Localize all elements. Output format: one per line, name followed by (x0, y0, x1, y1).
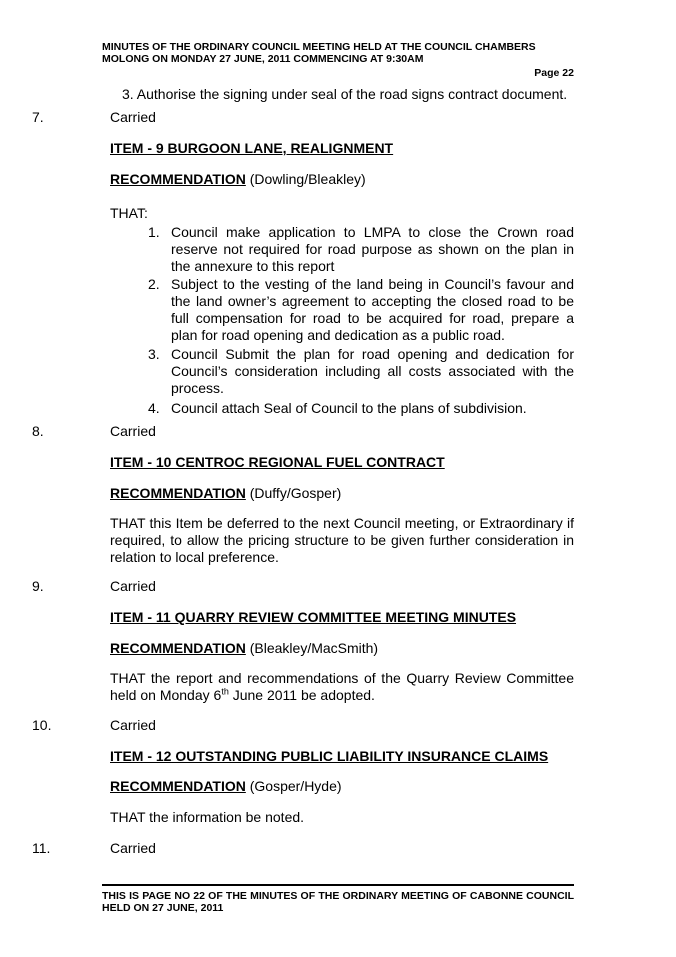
resolution-number: 9. (32, 578, 44, 594)
item-heading: ITEM - 9 BURGOON LANE, REALIGNMENT (110, 140, 394, 156)
recommendation-label: RECOMMENDATION (110, 485, 246, 501)
resolution-text: THAT this Item be deferred to the next Council meeting, or Extraordinary if required, to allow the pricing structure to be given further consideration in relation to local preference. (110, 515, 574, 565)
minutes-header (102, 41, 574, 65)
resolution-number: 11. (32, 840, 51, 856)
item-heading: ITEM - 11 QUARRY REVIEW COMMITTEE MEETING MINUTES (110, 609, 517, 625)
header-line-1: MINUTES OF THE ORDINARY COUNCIL MEETING HELD AT THE COUNCIL CHAMBERS (102, 41, 536, 53)
ordinal-suffix: th (221, 686, 229, 697)
recommendation-line (110, 640, 378, 656)
recommendation-line (110, 485, 341, 501)
page-number: Page 22 (534, 67, 574, 79)
point-number: 3. (148, 346, 160, 362)
resolution-status: Carried (110, 109, 156, 125)
resolution-text-main: THAT the report and recommendations of the Quarry Review Committee held on Monday 6 (110, 670, 574, 703)
point-text: Subject to the vesting of the land being in Council’s favour and the land owner’s agreement to accepting the closed road to be full compensation for road to be acquired for road, prepare a plan for road opening and dedication as a public road. (171, 276, 574, 343)
resolution-number: 7. (32, 109, 44, 125)
movers: (Bleakley/MacSmith) (245, 640, 379, 656)
movers: (Dowling/Bleakley) (245, 171, 366, 187)
point-number: 4. (148, 400, 160, 416)
resolution-number: 10. (32, 717, 52, 733)
that-label: THAT: (110, 205, 148, 221)
point-number: 1. (148, 224, 160, 240)
recommendation-label: RECOMMENDATION (110, 778, 246, 794)
movers: (Duffy/Gosper) (245, 485, 342, 501)
resolution-text: THAT the information be noted. (110, 809, 305, 825)
list-item (148, 346, 574, 397)
recommendation-label: RECOMMENDATION (110, 640, 246, 656)
point-text: Council make application to LMPA to close the Crown road reserve not required for road purpose as shown on the plan in the annexure to this report (171, 224, 574, 274)
resolution-number: 8. (32, 423, 44, 439)
point-number: 2. (148, 276, 160, 292)
item-heading: ITEM - 10 CENTROC REGIONAL FUEL CONTRACT (110, 454, 445, 470)
point-text: Council Submit the plan for road opening and dedication for Council’s consideration including all costs associated with the process. (171, 346, 574, 396)
resolution-text-end: June 2011 be adopted. (228, 687, 375, 703)
page-footer: THIS IS PAGE NO 22 OF THE MINUTES OF THE ORDINARY MEETING OF CABONNE COUNCIL HELD ON 27 JUNE, 2011 (102, 890, 574, 914)
resolution-status: Carried (110, 840, 156, 856)
recommendation-line (110, 171, 366, 187)
movers: (Gosper/Hyde) (245, 778, 342, 794)
footer-rule (102, 884, 574, 886)
list-item (148, 224, 574, 275)
point-text: Council attach Seal of Council to the plans of subdivision. (171, 400, 527, 416)
header-line-2: MOLONG ON MONDAY 27 JUNE, 2011 COMMENCING AT 9:30AM (102, 53, 424, 65)
recommendation-line (110, 778, 342, 794)
recommendation-label: RECOMMENDATION (110, 171, 246, 187)
resolution-status: Carried (110, 423, 156, 439)
item-heading: ITEM - 12 OUTSTANDING PUBLIC LIABILITY INSURANCE CLAIMS (110, 748, 549, 764)
resolution-status: Carried (110, 578, 156, 594)
resolution-text (110, 670, 574, 704)
prev-item-point-3: 3. Authorise the signing under seal of the road signs contract document. (122, 86, 568, 102)
resolution-status: Carried (110, 717, 156, 733)
list-item (148, 276, 574, 344)
list-item (148, 400, 574, 417)
